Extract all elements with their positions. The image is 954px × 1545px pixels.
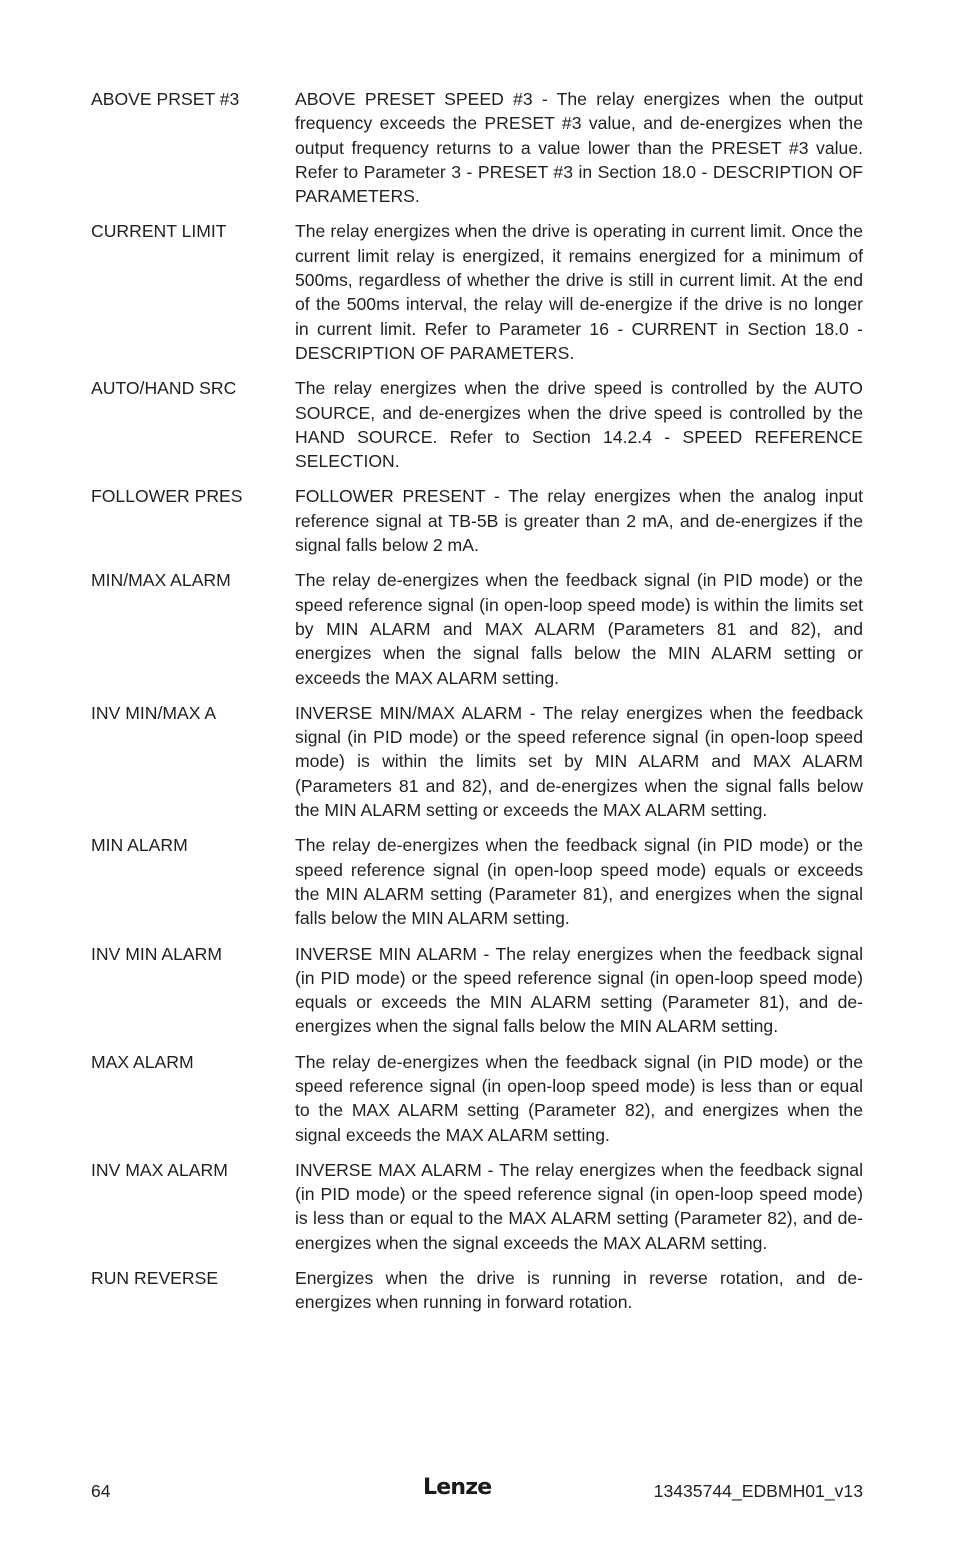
list-item [91,701,863,822]
list-item [91,376,863,473]
setting-description: INVERSE MAX ALARM - The relay energizes when the feedback signal (in PID mode) or the speed reference signal (in open-loop speed mode) is less than or equal to the MAX ALARM setting (Parameter 82), and de-energizes when the signal exceeds the MAX ALARM setting. [295,1159,863,1253]
setting-description: The relay de-energizes when the feedback signal (in PID mode) or the speed reference signal (in open-loop speed mode) equals or exceeds the MIN ALARM setting (Parameter 81), and energizes when the signal falls below the MIN ALARM setting. [295,835,863,929]
setting-description: The relay energizes when the drive speed is controlled by the AUTO SOURCE, and de-energizes when the drive speed is controlled by the HAND SOURCE. Refer to Section 14.2.4 - SPEED REFERENCE SELECTION. [295,378,863,472]
setting-term: AUTO/HAND SRC [91,378,237,399]
setting-term: MAX ALARM [91,1051,194,1072]
document-id: 13435744_EDBMH01_v13 [653,1481,863,1501]
setting-description: The relay de-energizes when the feedback signal (in PID mode) or the speed reference signal (in open-loop speed mode) is within the limits set by MIN ALARM and MAX ALARM (Parameters 81 and 82), and energizes when the signal falls below the MIN ALARM setting or exceeds the MAX ALARM setting. [295,570,863,688]
setting-term: MIN ALARM [91,835,188,856]
setting-description: FOLLOWER PRESENT - The relay energizes when the analog input reference signal at TB-5B is greater than 2 mA, and de-energizes if the signal falls below 2 mA. [295,486,863,556]
list-item [91,833,863,930]
setting-description: INVERSE MIN ALARM - The relay energizes when the feedback signal (in PID mode) or the speed reference signal (in open-loop speed mode) equals or exceeds the MIN ALARM setting (Parameter 81), and de-energizes when the signal falls below the MIN ALARM setting. [295,943,863,1037]
setting-term: CURRENT LIMIT [91,221,227,242]
page-number: 64 [91,1481,111,1501]
setting-term: RUN REVERSE [91,1268,219,1289]
list-item [91,568,863,689]
setting-term: MIN/MAX ALARM [91,570,231,591]
list-item [91,1266,863,1315]
list-item [91,484,863,557]
list-item [91,219,863,365]
setting-description: INVERSE MIN/MAX ALARM - The relay energizes when the feedback signal (in PID mode) or the speed reference signal (in open-loop speed mode) is within the limits set by MIN ALARM and MAX ALARM (Parameters 81 and 82), and de-energizes when the signal falls below the MIN ALARM setting or exceeds the MAX ALARM setting. [295,702,863,821]
setting-term: INV MIN ALARM [91,943,222,964]
setting-term: FOLLOWER PRES [91,486,243,507]
setting-description: The relay energizes when the drive is operating in current limit. Once the current limit relay is energized, it remains energized for a minimum of 500ms, regardless of whether the drive is still in current limit. At the end of the 500ms interval, the relay will de-energize if the drive is no longer in current limit. Refer to Parameter 16 - CURRENT in Section 18.0 - DESCRIPTION OF PARAMETERS. [295,221,863,363]
setting-term: INV MAX ALARM [91,1159,228,1180]
page-footer [91,1476,863,1504]
setting-description: The relay de-energizes when the feedback signal (in PID mode) or the speed reference signal (in open-loop speed mode) is less than or equal to the MAX ALARM setting (Parameter 82), and energizes when the signal exceeds the MAX ALARM setting. [295,1051,863,1145]
brand-logo: Lenze [423,1475,492,1500]
setting-term: ABOVE PRSET #3 [91,89,240,109]
list-item [91,87,863,208]
list-item [91,1050,863,1147]
list-item [91,942,863,1039]
setting-term: INV MIN/MAX A [91,702,217,723]
list-item [91,1158,863,1255]
setting-description: ABOVE PRESET SPEED #3 - The relay energizes when the output frequency exceeds the PRESET #3 value, and de-energizes when the output frequency returns to a value lower than the PRESET #3 value. Refer to Parameter 3 - PRESET #3 in Section 18.0 - DESCRIPTION OF PARAMETERS. [295,89,863,207]
relay-setting-list [91,87,863,1326]
setting-description: Energizes when the drive is running in reverse rotation, and de-energizes when running in forward rotation. [295,1268,863,1313]
